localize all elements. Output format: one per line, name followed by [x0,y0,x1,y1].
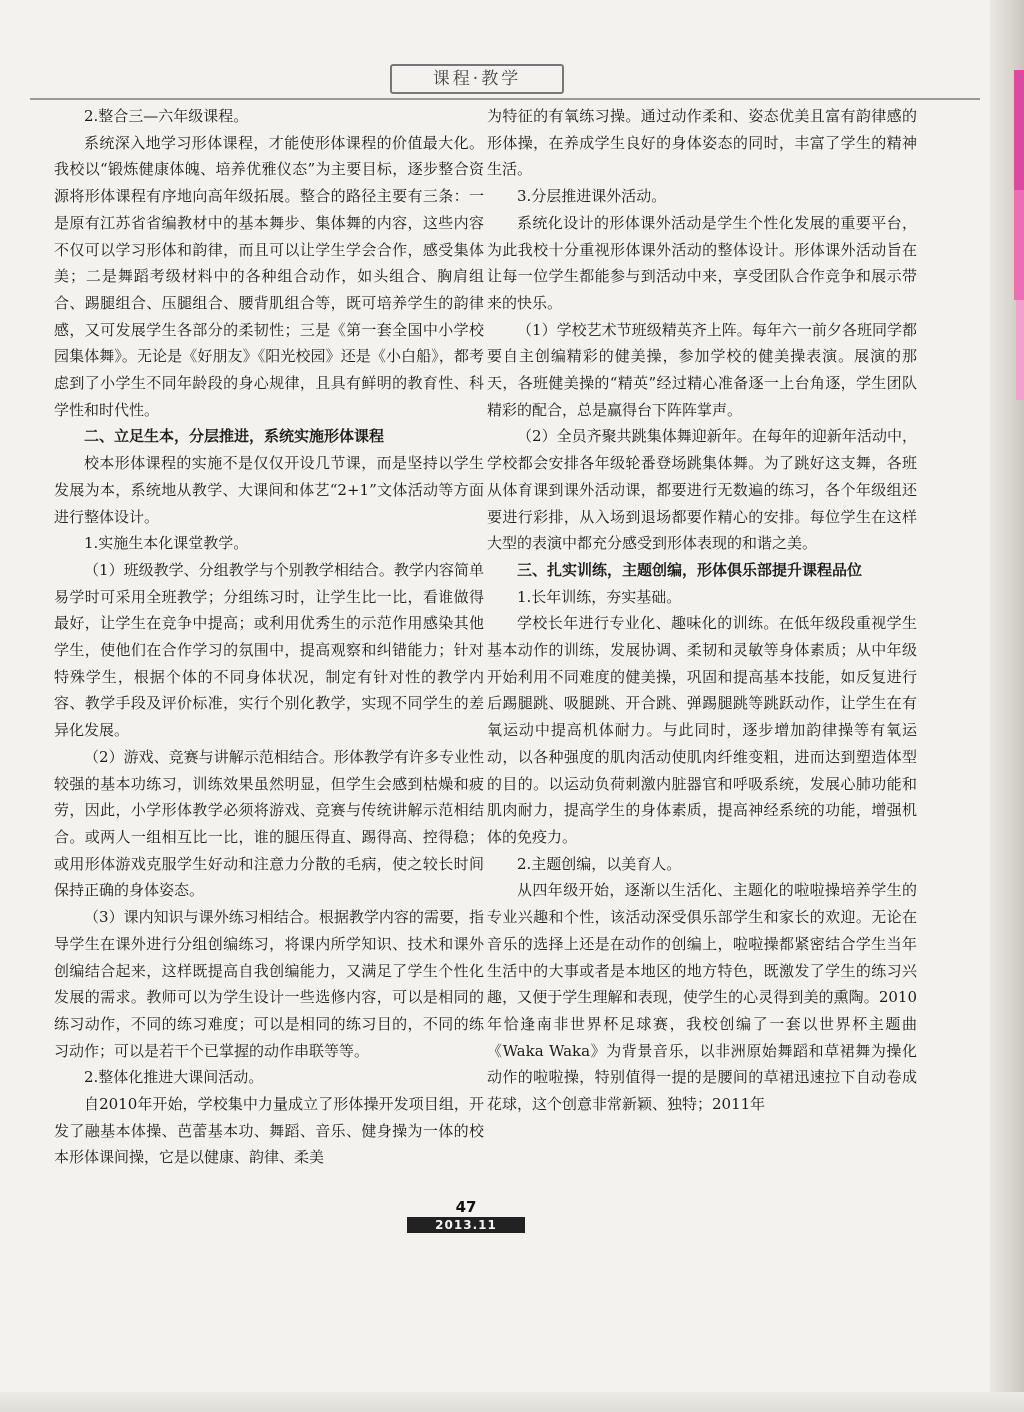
color-tab [1014,70,1024,190]
paragraph: 自2010年开始，学校集中力量成立了形体操开发项目组，开发了融基本体操、芭蕾基本功、舞蹈、音乐、健身操为一体的校本形体课间操，它是以健康、韵律、柔美 [54,1095,484,1167]
issue-date: 2013.11 [407,1217,525,1233]
page-number: 47 [455,1198,477,1216]
running-header [30,62,980,100]
paragraph: 从四年级开始，逐渐以生活化、主题化的啦啦操培养学生的专业兴趣和个性，该活动深受俱乐部学生和家长的欢迎。无论在音乐的选择上还是在动作的创编上，啦啦操都紧密结合学生当年生活中的大事或者是本地区的地方特色，既激发了学生的练习兴趣，又便于学生理解和表现，使学生的心灵得到美的熏陶。2010年恰逢南非世界杯足球赛，我校创编了一套以世界杯主题曲《Waka Waka》为背景音乐，以非洲原始舞蹈和草裙舞为操化动作的啦啦操，特别值得一提的是腰间的草裙迅速拉下自动卷成花球，这个创意非常新颖、独特；2011年 [487,881,917,1114]
paragraph: （1）学校艺术节班级精英齐上阵。每年六一前夕各班同学都要自主创编精彩的健美操，参加学校的健美操表演。展演的那天，各班健美操的“精英”经过精心准备逐一上台角逐，学生团队精彩的配合，总是赢得台下阵阵掌声。 [487,320,917,419]
subsection-heading: 1.实施生本化课堂教学。 [84,534,249,553]
left-column [54,103,484,1171]
paragraph: 系统化设计的形体课外活动是学生个性化发展的重要平台，为此我校十分重视形体课外活动的整体设计。形体课外活动旨在让每一位学生都能参与到活动中来，享受团队合作竞争和展示带来的快乐。 [487,213,917,312]
section-heading: 三、扎实训练，主题创编，形体俱乐部提升课程品位 [517,560,863,579]
paragraph: 校本形体课程的实施不是仅仅开设几节课，而是坚持以学生发展为本，系统地从教学、大课间和体艺“2+1”文体活动等方面进行整体设计。 [54,454,484,526]
subsection-heading: 2.主题创编，以美育人。 [517,854,682,873]
paragraph: 系统深入地学习形体课程，才能使形体课程的价值最大化。我校以“锻炼健康体魄、培养优雅仪态”为主要目标，逐步整合资源将形体课程有序地向高年级拓展。整合的路径主要有三条：一是原有江苏省省编教材中的基本舞步、集体舞的内容，这些内容不仅可以学习形体和韵律，而且可以让学生学会合作，感受集体美；二是舞蹈考级材料中的各种组合动作，如头组合、胸肩组合、踢腿组合、压腿组合、腰背肌组合等，既可培养学生的韵律感，又可发展学生各部分的柔韧性；三是《第一套全国中小学校园集体舞》。无论是《好朋友》《阳光校园》还是《小白船》，都考虑到了小学生不同年龄段的身心规律，且具有鲜明的教育性、科学性和时代性。 [54,133,484,419]
paragraph: （1）班级教学、分组教学与个别教学相结合。教学内容简单易学时可采用全班教学；分组练习时，让学生比一比，看谁做得最好，让学生在竞争中提高；或利用优秀生的示范作用感染其他学生，使他们在合作学习的氛围中，提高观察和纠错能力；针对特殊学生，根据个体的不同身体状况，制定有针对性的教学内容、教学手段及评价标准，实行个别化教学，实现不同学生的差异化发展。 [54,560,484,740]
page-footer [407,1198,525,1233]
paragraph: （2）游戏、竞赛与讲解示范相结合。形体教学有许多专业性较强的基本功练习，训练效果虽然明显，但学生会感到枯燥和疲劳，因此，小学形体教学必须将游戏、竞赛与传统讲解示范相结合。或两人一组相互比一比，谁的腿压得直、踢得高、控得稳；或用形体游戏克服学生好动和注意力分散的毛病，使之较长时间保持正确的身体姿态。 [54,747,484,900]
paragraph: （3）课内知识与课外练习相结合。根据教学内容的需要，指导学生在课外进行分组创编练习，将课内所学知识、技术和课外创编结合起来，这样既提高自我创编能力，又满足了学生个性化发展的需求。教师可以为学生设计一些选修内容，可以是相同的练习动作，不同的练习难度；可以是相同的练习目的，不同的练习动作；可以是若干个已掌握的动作串联等等。 [54,908,484,1060]
color-tab [1016,300,1024,400]
paragraph: 学校长年进行专业化、趣味化的训练。在低年级段重视学生基本动作的训练，发展协调、柔韧和灵敏等身体素质；从中年级开始利用不同难度的健美操，巩固和提高基本技能，如反复进行后踢腿跳、吸腿跳、开合跳、弹踢腿跳等跳跃动作，让学生在有氧运动中提高机体耐力。与此同时，逐步增加韵律操等有氧运动，以各种强度的肌肉活动使肌肉纤维变粗，进而达到塑造体型的目的。以运动负荷刺激内脏器官和呼吸系统，发展心肺功能和肌肉耐力，提高学生的身体素质，提高神经系统的功能，增强机体的免疫力。 [487,614,917,846]
subsection-heading: 3.分层推进课外活动。 [517,187,667,206]
subsection-heading: 2.整体化推进大课间活动。 [84,1068,264,1087]
scan-edge-bottom [0,1392,1024,1412]
color-tab [1014,190,1024,300]
paragraph: （2）全员齐聚共跳集体舞迎新年。在每年的迎新年活动中，学校都会安排各年级轮番登场跳集体舞。为了跳好这支舞，各班从体育课到课外活动课，都要进行无数遍的练习，各个年级组还要进行彩排，从入场到退场都要作精心的安排。每位学生在这样大型的表演中都充分感受到形体表现的和谐之美。 [487,427,917,553]
section-title: 课程·教学 [390,64,564,94]
scan-edge [990,0,1024,1412]
right-column [487,103,917,1118]
subsection-heading: 2.整合三—六年级课程。 [84,107,249,125]
paragraph: 为特征的有氧练习操。通过动作柔和、姿态优美且富有韵律感的形体操，在养成学生良好的身体姿态的同时，丰富了学生的精神生活。 [487,107,917,179]
section-heading: 二、立足生本，分层推进，系统实施形体课程 [84,427,385,446]
subsection-heading: 1.长年训练，夯实基础。 [517,587,682,606]
